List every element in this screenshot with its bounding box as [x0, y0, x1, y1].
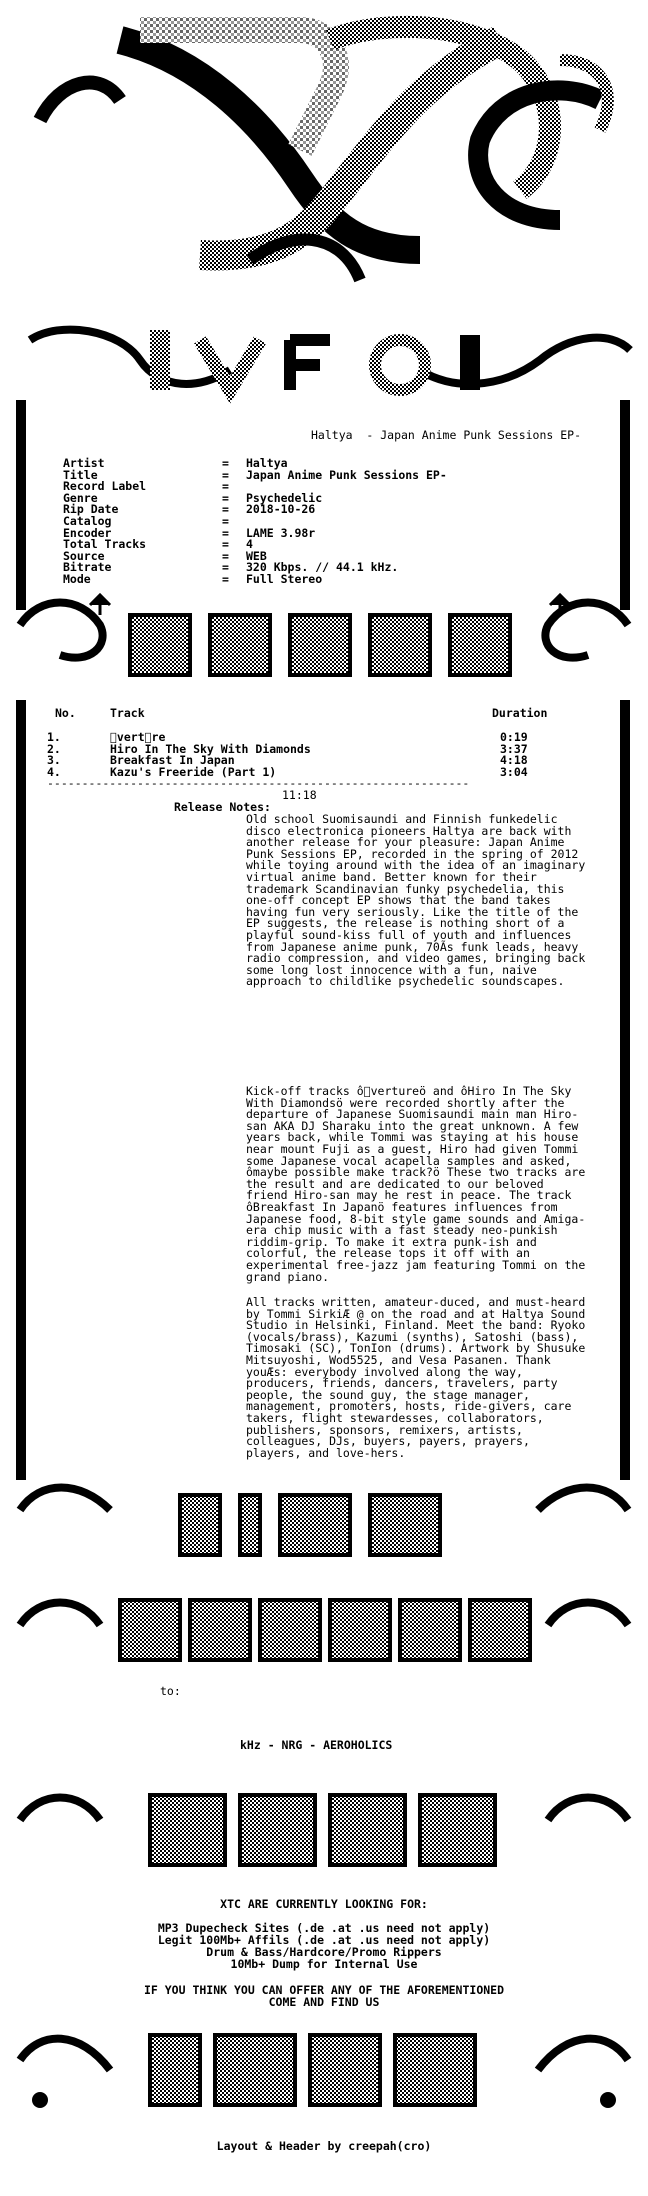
track-title: Breakfast In Japan [110, 753, 235, 768]
track-duration: 0:19 [500, 730, 528, 744]
info-eq: = [222, 537, 229, 552]
news-offer-1: IF YOU THINK YOU CAN OFFER ANY OF THE AFOREMENTIONED [143, 1983, 505, 1997]
track-no: 1. [47, 730, 61, 744]
info-value: Full Stereo [246, 572, 323, 586]
right-frame-bar-2 [620, 700, 630, 1480]
info-eq: = [222, 572, 229, 586]
left-frame-bar [16, 400, 26, 610]
info-eq: = [222, 548, 229, 563]
release-notes-p3: All tracks written, amateur-duced, and must-heard by Tommi SirkiÆ @ on the road and at Haltya Sound Studio in Helsinki, Finland. Meet the band: Ryoko (vocals/brass), Kazumi (synths), Satoshi (bass), Timosaki (SC), TonIon (drums). Artwork by Shusuke Mitsuyoshi, Wod5525, and Vesa Pasanen. Thank youÆs: everybody involved along the way, producers, friends, dancers, travelers, party people, the sound guy, the stage manager, management, promoters, hosts, ride-givers, care takers, flight stewardesses, collaborators, publishers, sponsors, remixers, artists, colleagues, DJs, buyers, payers, prayers, players, and love-hers. [246, 1295, 593, 1460]
info-eq: = [222, 514, 229, 528]
info-heading-art [0, 320, 648, 410]
info-value: Haltya [246, 456, 288, 470]
info-eq: = [222, 467, 229, 482]
info-value: WEB [246, 548, 267, 563]
info-value: Psychedelic [246, 490, 323, 505]
track-duration: 3:37 [500, 741, 528, 756]
xtc-logo-art [0, 0, 648, 330]
track-no: 2. [47, 741, 61, 756]
info-label: Title [63, 467, 98, 482]
info-label: Encoder [63, 525, 112, 540]
track-title: ￿vert￿re [110, 730, 166, 744]
info-label: Mode [63, 572, 91, 586]
track-duration: 4:18 [500, 753, 528, 768]
info-label: Rip Date [63, 502, 119, 517]
track-no: 4. [47, 764, 61, 779]
left-frame-bar-2 [16, 700, 26, 1480]
info-eq: = [222, 525, 229, 540]
info-value: 320 Kbps. // 44.1 kHz. [246, 560, 399, 575]
info-eq: = [222, 560, 229, 575]
news-item: 10Mb+ Dump for Internal Use [230, 1957, 418, 1971]
news-offer-2: COME AND FIND US [268, 1995, 380, 2009]
track-duration: 3:04 [500, 764, 528, 779]
info-value: 4 [246, 537, 253, 552]
release-notes-p2: Kick-off tracks ô￿vertureö and ôHiro In The Sky With Diamondsö were recorded shortly after the departure of Japanese Suomisaundi main man Hiro-san AKA DJ Sharaku into the great unknown. A few years back, while Tommi was staying at his house near mount Fuji as a guest, Hiro had given Tommi some Japanese vocal acapella samples and asked, ômaybe possible make track?ö These two tracks are the result and are dedicated to our beloved friend Hiro-san may he rest in peace. The track ôBreakfast In Japanö features influences from Japanese food, 8-bit style game sounds and Amiga-era chip music with a fast steady neo-punkish riddim-grip. To make it extra punk-ish and colorful, the release tops it off with an experimental free-jazz jam featuring Tommi on the grand piano. [246, 1084, 593, 1284]
info-title-art [24, 300, 624, 308]
col-track-header: Track [110, 706, 145, 720]
shouts-heading-art [0, 1575, 648, 1685]
shouts-line: kHz - NRG - AEROHOLICS [240, 1738, 393, 1752]
release-notes-label: Release Notes: [174, 800, 271, 814]
list-heading-art [0, 1470, 648, 1575]
info-label: Total Tracks [63, 537, 147, 552]
info-label: Record Label [63, 479, 147, 494]
info-label: Catalog [63, 514, 112, 528]
info-eq: = [222, 479, 229, 494]
news-item: MP3 Dupecheck Sites (.de .at .us need not apply) [157, 1921, 491, 1935]
info-value: Japan Anime Punk Sessions EP- [246, 467, 447, 482]
info-value: 2018-10-26 [246, 502, 316, 517]
info-label: Artist [63, 456, 105, 470]
track-title: Kazu's Freeride (Part 1) [110, 764, 277, 779]
tracklist-total: 11:18 [282, 788, 317, 802]
news-heading-art [0, 1770, 648, 1885]
track-title: Hiro In The Sky With Diamonds [110, 741, 311, 756]
right-frame-bar [620, 400, 630, 610]
release-notes-p1: Old school Suomisaundi and Finnish funkedelic disco electronica pioneers Haltya are back with another release for your pleasure: Japan Anime Punk Sessions EP, recorded in the spring of 2012 while toying around with the idea of an imaginary virtual anime band. Better known for their trademark Scandinavian funky psychedelia, this one-off concept EP shows that the band takes having fun very seriously. Like the title of the EP suggests, the release is nothing short of a playful sound-kiss full of youth and influences from Japanese anime punk, 70Ãs funk leads, heavy radio compression, and video games, bringing back some long lost innocence with a fun, naive approach to childlike psychedelic soundscapes. [246, 812, 593, 989]
info-footer-art [0, 2010, 648, 2125]
news-item: Legit 100Mb+ Affils (.de .at .us need not apply) [157, 1933, 491, 1947]
track-heading-art [0, 585, 648, 700]
info-eq: = [222, 490, 229, 505]
info-eq: = [222, 502, 229, 517]
col-no-header: No. [55, 706, 76, 720]
footer-credit: Layout & Header by creepah(cro) [216, 2139, 432, 2153]
col-duration-header: Duration [492, 706, 548, 720]
release-title-line: Haltya - Japan Anime Punk Sessions EP- [311, 428, 582, 442]
shouts-to-label: to: [160, 1684, 181, 1698]
info-label: Source [63, 548, 105, 563]
tracklist-divider: ------------------------------------------------------------- [47, 776, 470, 790]
info-label: Genre [63, 490, 98, 505]
track-no: 3. [47, 753, 61, 768]
news-heading: XTC ARE CURRENTLY LOOKING FOR: [220, 1897, 428, 1911]
news-item: Drum & Bass/Hardcore/Promo Rippers [206, 1945, 442, 1959]
info-eq: = [222, 456, 229, 470]
info-label: Bitrate [63, 560, 112, 575]
info-value: LAME 3.98r [246, 525, 316, 540]
